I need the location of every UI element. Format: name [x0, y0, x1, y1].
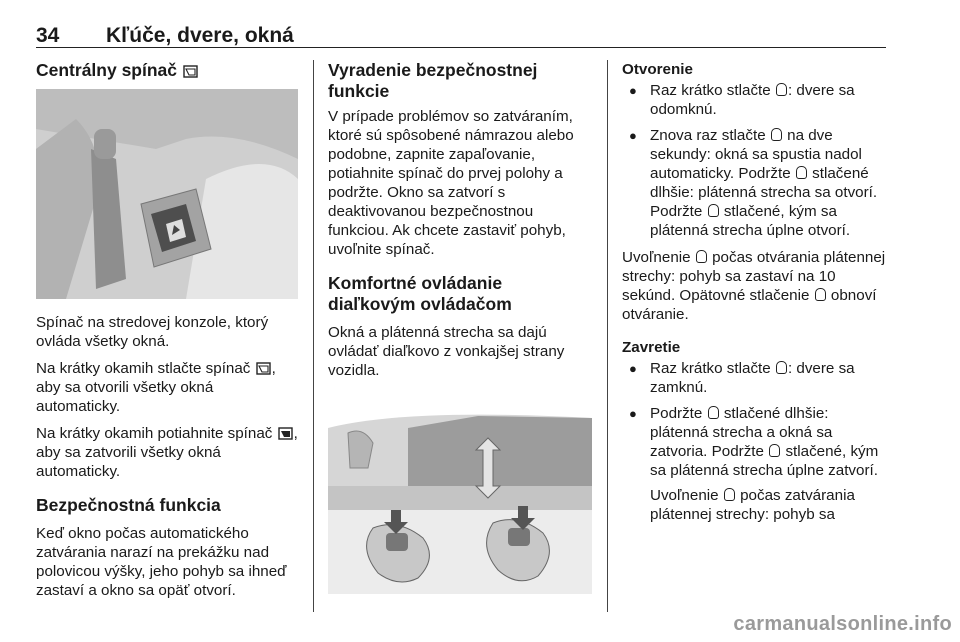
paragraph-safety: Keď okno počas automatického zatvárania narazí na prekážku nad polovicou výšky, jeho pohyb sa ihneď zastaví a okno sa opäť otvorí. [36, 525, 287, 599]
section-heading-central-switch: Centrálny spínač [36, 60, 298, 81]
paragraph-remote: Okná a plátenná strecha sa dajú ovládať diaľkovo z vonkajšej strany vozidla. [328, 324, 565, 379]
window-switch-icon [183, 65, 198, 78]
column-1 [36, 60, 298, 608]
column-divider-1 [313, 60, 314, 612]
section-heading-safety: Bezpečnostná funkcia [36, 495, 221, 515]
paragraph-open-all: Na krátky okamih stlačte spínač , aby sa otvorili všetky okná automaticky. [36, 360, 276, 415]
window-close-icon [278, 427, 293, 440]
remote-illustration [328, 398, 592, 594]
paragraph-open-release: Uvoľnenie počas otvárania plátennej strechy: pohyb sa zastaví na 10 sekúnd. Opätovné stlačenie obnoví otváranie. [622, 249, 886, 323]
unlock-icon [815, 288, 826, 301]
lock-icon [724, 488, 735, 501]
remote-key-figure [328, 398, 592, 594]
column-divider-2 [607, 60, 608, 612]
close-list [622, 359, 890, 480]
header-divider [36, 47, 886, 48]
page-number: 34 [36, 24, 60, 47]
paragraph-close-release: Uvoľnenie počas zatvárania plátennej strechy: pohyb sa [650, 487, 855, 523]
list-item: ● Znova raz stlačte na dve sekundy: okná sa spustia nadol automaticky. Podržte stlačené dlhšie: plátenná strecha sa otvorí. Podržte stlačené, kým sa plátenná strecha úplne otvorí. [622, 126, 890, 240]
figure-caption: Spínač na stredovej konzole, ktorý ovláda všetky okná. [36, 314, 269, 350]
unlock-icon [696, 250, 707, 263]
center-console-switch-figure [36, 89, 298, 299]
unlock-icon [771, 128, 782, 141]
close-heading: Zavretie [622, 339, 681, 356]
window-open-icon [256, 362, 271, 375]
page-header [36, 18, 886, 54]
lock-icon [708, 406, 719, 419]
list-item: ● Podržte stlačené dlhšie: plátenná strecha a okná sa zatvoria. Podržte stlačené, kým sa plátenná strecha úplne zatvorí. [622, 404, 890, 480]
list-item: ● Raz krátko stlačte : dvere sa zamknú. [622, 359, 890, 397]
paragraph-disable-safety: V prípade problémov so zatváraním, ktoré sú spôsobené námrazou alebo podobne, zapnite zapaľovanie, potiahnite spínač do prvej polohy a podržte. Okno sa zatvorí s deaktivovanou bezpečnostnou funkciou. Ak chcete zastaviť pohyb, uvoľnite spínač. [328, 108, 574, 258]
chapter-title: Kľúče, dvere, okná [106, 24, 294, 47]
column-3 [622, 60, 890, 532]
unlock-icon [796, 166, 807, 179]
open-heading: Otvorenie [622, 61, 693, 78]
watermark: carmanualsonline.info [733, 613, 952, 635]
console-illustration [36, 89, 298, 299]
paragraph-close-all: Na krátky okamih potiahnite spínač , aby sa zatvorili všetky okná automaticky. [36, 425, 298, 480]
lock-icon [769, 444, 780, 457]
section-heading-disable-safety: Vyradenie bezpečnostnej funkcie [328, 60, 538, 101]
list-item: ● Raz krátko stlačte : dvere sa odomknú. [622, 81, 890, 119]
section-heading-remote: Komfortné ovládanie diaľkovým ovládačom [328, 273, 512, 314]
open-list [622, 81, 890, 240]
column-2 [328, 60, 592, 594]
unlock-icon [776, 83, 787, 96]
unlock-icon [708, 204, 719, 217]
lock-icon [776, 361, 787, 374]
